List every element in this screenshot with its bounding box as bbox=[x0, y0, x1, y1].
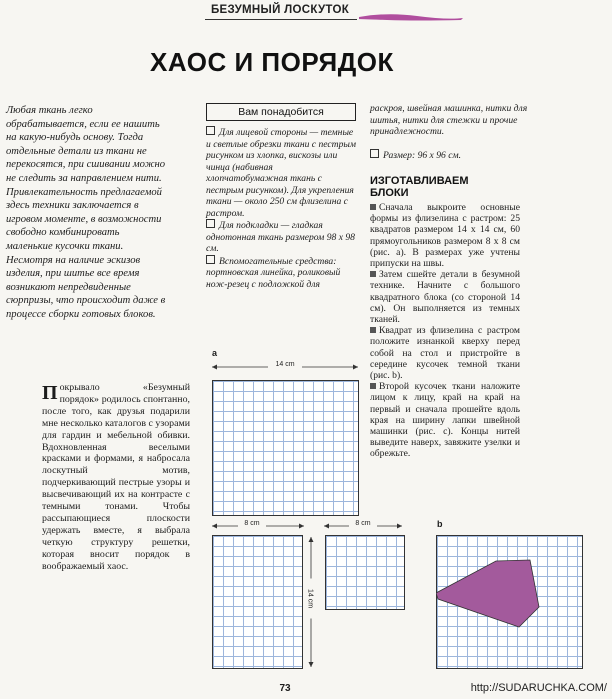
checkbox-icon bbox=[206, 126, 215, 135]
dimension-label-vertical: 14 cm bbox=[307, 579, 314, 619]
step-text: Затем сшейте детали в безумной технике. Начните с большого квадратного блока (со стороной 14 см). Он выполняется из темных тканей. bbox=[370, 269, 520, 326]
brush-stroke-decoration bbox=[357, 11, 465, 23]
square-bullet-icon bbox=[370, 271, 376, 277]
intro-paragraph: Любая ткань легко обрабатывается, если ее нашить на какую-нибудь основу. Тогда отдельные детали из ткани не перекосятся, при сшивании можно не следить за направлением нити. Привлекательность предлагаемой здесь техники заключается в игровом моменте, в возможности свободно комбинировать маленькие кусочки ткани. Несмотря на наличие эскизов изделия, при шитье все время возникают непредвиденные сюрпризы, что происходит даже в процессе сборки готовых блоков. bbox=[6, 105, 166, 320]
square-bullet-icon bbox=[370, 327, 376, 333]
page-number: 73 bbox=[279, 683, 291, 694]
step-item bbox=[370, 269, 520, 325]
checkbox-icon bbox=[206, 255, 215, 264]
dimension-label-8cm-b: 8 cm bbox=[349, 520, 377, 527]
dimension-label-8cm: 8 cm bbox=[238, 520, 266, 527]
materials-continuation: раскроя, швейная машинка, нитки для шитья, нитки для стежки и прочие принадлежности. bbox=[370, 103, 528, 137]
size-line bbox=[370, 149, 530, 161]
square-bullet-icon bbox=[370, 204, 376, 210]
drop-cap: П bbox=[42, 382, 58, 404]
square-bullet-icon bbox=[370, 383, 376, 389]
materials-item-text: Для подкладки — гладкая однотонная ткань размером 98 х 98 см. bbox=[206, 220, 355, 254]
step-item bbox=[370, 202, 520, 269]
grid-rectangle-tall bbox=[212, 535, 303, 669]
page-title: ХАОС И ПОРЯДОК bbox=[150, 47, 394, 77]
figure-a-label: a bbox=[212, 348, 218, 358]
materials-heading: Вам понадобится bbox=[206, 103, 356, 121]
body-paragraph bbox=[42, 382, 190, 573]
step-text: Второй кусочек ткани наложите лицом к лицу, край на край на первый и сначала прошейте вдоль края на ширину лапки швейной машинки (рис. с). Концы нитей выведите наверх, завяжите узелки и обрежьте. bbox=[370, 381, 520, 460]
making-heading: ИЗГОТАВЛИВАЕМ БЛОКИ bbox=[370, 175, 469, 199]
step-item bbox=[370, 325, 520, 381]
grid-square-large bbox=[212, 380, 359, 516]
materials-list bbox=[206, 126, 356, 290]
size-text: Размер: 96 х 96 см. bbox=[383, 150, 461, 161]
figure-b-label: b bbox=[437, 519, 443, 529]
grid-square-small bbox=[325, 535, 405, 610]
materials-item bbox=[206, 219, 356, 255]
header-rule bbox=[205, 19, 357, 20]
body-text: окрывало «Безумный порядок» родилось спонтанно, после того, как друзья подарили мне несколько каталогов с узорами для гардин и мебельной обивки. Вдохновленная веселыми красками и формами, я набросала лоскутный мотив, подчеркивающий пестрые узоры и высвечивающий их на контрасте с темными тонами. Чтобы рассыпающиеся плоскости удержать вместе, я выбрала четкую структуру решетки, которая вносит порядок в воображаемый хаос. bbox=[42, 382, 190, 572]
watermark-url: http://SUDARUCHKA.COM/ bbox=[470, 682, 607, 694]
steps-list bbox=[370, 202, 520, 460]
step-text: Сначала выкроите основные формы из флизелина с растром: 25 квадратов размером 14 х 14 см, 60 прямоугольников размером 8 х 8 см (рис. а). В размерах уже учтены припуски на швы. bbox=[370, 202, 520, 270]
checkbox-icon bbox=[370, 149, 379, 158]
section-header: БЕЗУМНЫЙ ЛОСКУТОК bbox=[210, 4, 350, 16]
dimension-label-14cm: 14 cm bbox=[268, 361, 302, 368]
step-item bbox=[370, 381, 520, 459]
checkbox-icon bbox=[206, 219, 215, 228]
step-text: Квадрат из флизелина с растром положите изнанкой кверху перед собой на стол и пристройте в середине кусочек темной ткани (рис. b). bbox=[370, 325, 520, 382]
materials-item bbox=[206, 255, 356, 291]
fabric-patch-shape bbox=[436, 535, 583, 669]
materials-item bbox=[206, 126, 356, 219]
materials-item-text: Для лицевой стороны — темные и светлые обрезки ткани с пестрым рисунком из хлопка, вискозы или чинца (набивная хлопчатобумажная ткань с пестрым рисунком). Для укрепления ткани — около 250 см флизелина с растром. bbox=[206, 127, 356, 219]
materials-item-text: Вспомогательные средства: портновская линейка, роликовый нож-резец с подложкой для bbox=[206, 255, 341, 290]
